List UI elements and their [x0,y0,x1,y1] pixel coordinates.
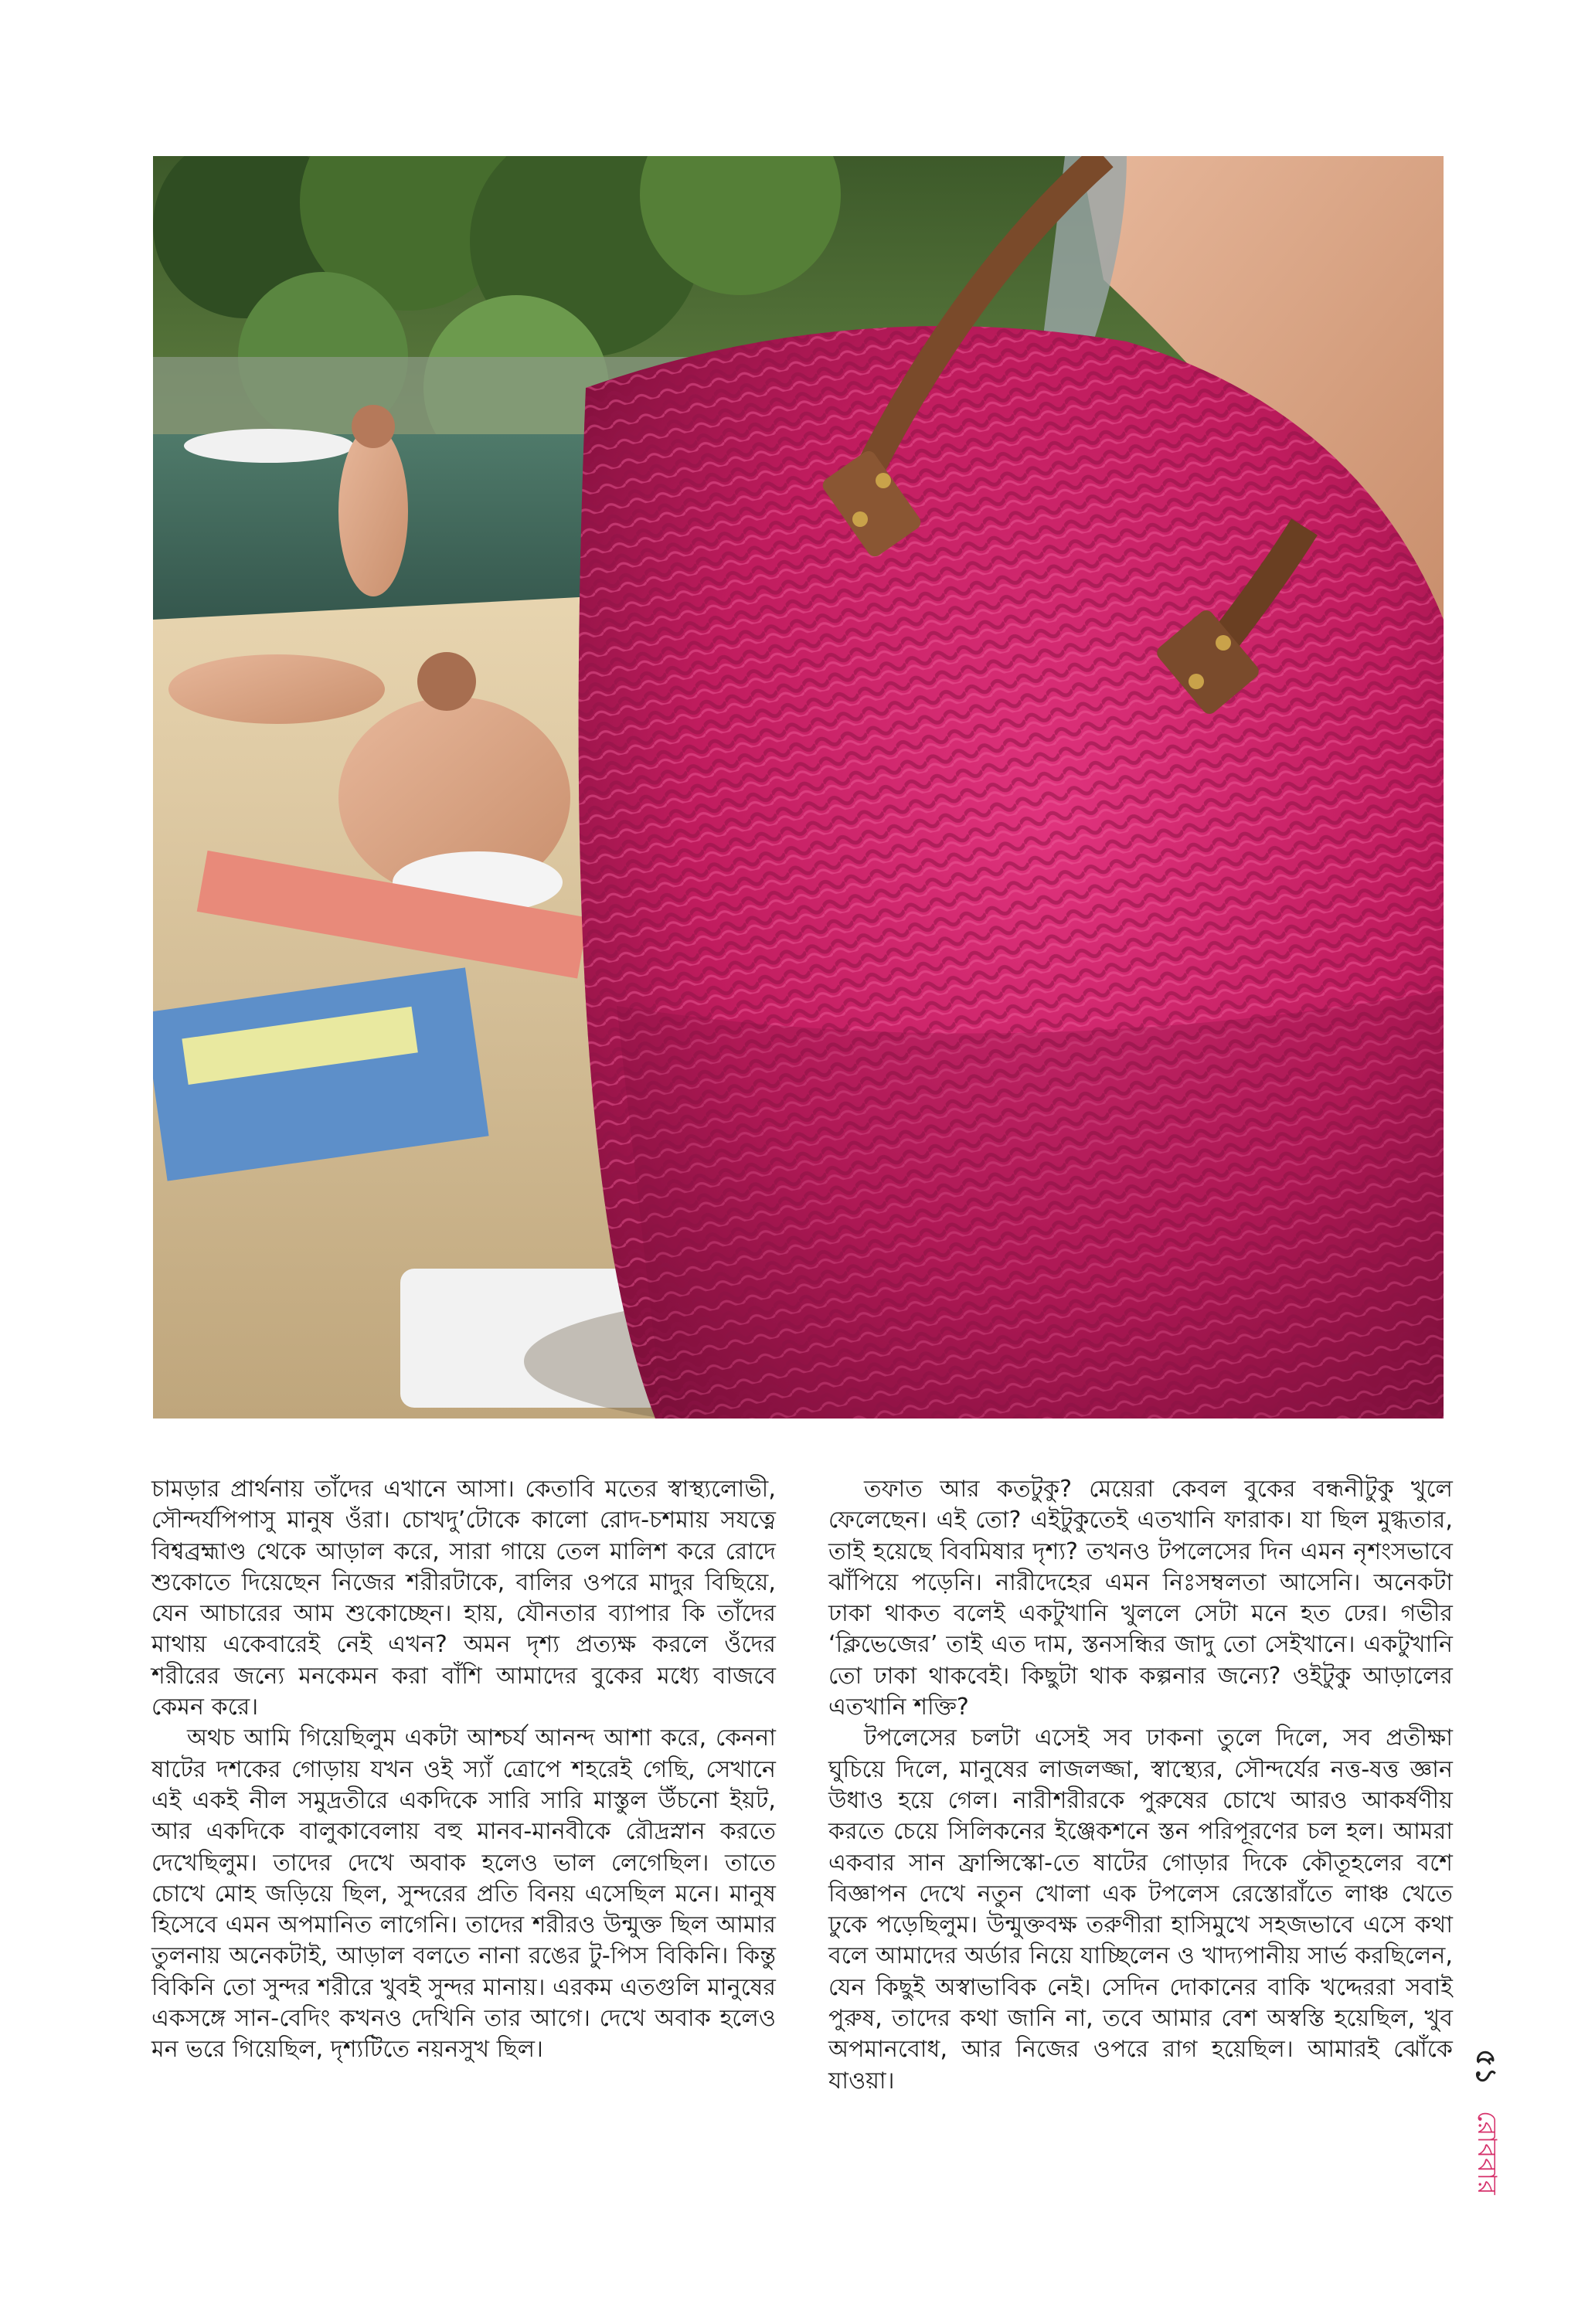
article-paragraph: তফাত আর কতটুকু? মেয়েরা কেবল বুকের বন্ধনীটুকু খুলে ফেলেছেন। এই তো? এইটুকুতেই এতখানি ফারাক। যা ছিল মুগ্ধতার, তাই হয়েছে বিবমিষার দৃশ্য? তখনও টপলেসের দিন এমন নৃশংসভাবে ঝাঁপিয়ে পড়েনি। নারীদেহের এমন নিঃসম্বলতা আসেনি। অনেকটা ঢাকা থাকত বলেই একটুখানি খুললে সেটা মনে হত ঢের। গভীর ‘ক্লিভেজের’ তাই এত দাম, স্তনসন্ধির জাদু তো সেইখানে। একটুখানি তো ঢাকা থাকবেই। কিছুটা থাক কল্পনার জন্যে? ওইটুকু আড়ালের এতখানি শক্তি? [828,1476,1453,1721]
article-paragraph: চামড়ার প্রার্থনায় তাঁদের এখানে আসা। কেতাবি মতের স্বাস্থ্যলোভী, সৌন্দর্যপিপাসু মানুষ ওঁরা। চোখদু’টোকে কালো রোদ-চশমায় সযত্নে বিশ্বব্রহ্মাণ্ড থেকে আড়াল করে, সারা গায়ে তেল মালিশ করে রোদে শুকোতে দিয়েছেন নিজের শরীরটাকে, বালির ওপরে মাদুর বিছিয়ে, যেন আচারের আম শুকোচ্ছেন। হায়, যৌনতার ব্যাপার কি তাঁদের মাথায় একেবারেই নেই এখন? অমন দৃশ্য প্রত্যক্ষ করলে ওঁদের শরীরের জন্যে মনকেমন করা বাঁশি আমাদের বুকের মধ্যে বাজবে কেমন করে। [151,1476,776,1721]
article-paragraph: অথচ আমি গিয়েছিলুম একটা আশ্চর্য আনন্দ আশা করে, কেননা ষাটের দশকের গোড়ায় যখন ওই স্যাঁ ত্রোপে শহরেই গেছি, সেখানে এই একই নীল সমুদ্রতীরে একদিকে সারি সারি মাস্তুল উঁচনো ইয়ট, আর একদিকে বালুকাবেলায় বহু মানব-মানবীকে রৌদ্রস্নান করতে দেখেছিলুম। তাদের দেখে অবাক হলেও ভাল লেগেছিল। তাতে চোখে মোহ জড়িয়ে ছিল, সুন্দরের প্রতি বিনয় এসেছিল মনে। মানুষ হিসেবে এমন অপমানিত লাগেনি। তাদের শরীরও উন্মুক্ত ছিল আমার তুলনায় অনেকটাই, আড়াল বলতে নানা রঙের টু-পিস বিকিনি। কিন্তু বিকিনি তো সুন্দর শরীরে খুবই সুন্দর মানায়। এরকম এতগুলি মানুষের একসঙ্গে সান-বেদিং কখনও দেখিনি তার আগে। দেখে অবাক হলেও মন ভরে গিয়েছিল, দৃশ্যটিতে নয়নসুখ ছিল। [151,1724,776,2064]
beach-handbag-photo-icon [153,156,1444,1419]
article-photo [153,156,1444,1419]
article-paragraph: টপলেসের চলটা এসেই সব ঢাকনা তুলে দিলে, সব প্রতীক্ষা ঘুচিয়ে দিলে, মানুষের লাজলজ্জা, স্বাস্থ্যের, সৌন্দর্যের নত্ত-ষত্ত জ্ঞান উধাও হয়ে গেল। নারীশরীরকে পুরুষের চোখে আরও আকর্ষণীয় করতে চেয়ে সিলিকনের ইঞ্জেকশনে স্তন পরিপূরণের চল হল। আমরা একবার সান ফ্রান্সিস্কো-তে ষাটের গোড়ার দিকে কৌতূহলের বশে বিজ্ঞাপন দেখে নতুন খোলা এক টপলেস রেস্তোরাঁতে লাঞ্চ খেতে ঢুকে পড়েছিলুম। উন্মুক্তবক্ষ তরুণীরা হাসিমুখে সহজভাবে এসে কথা বলে আমাদের অর্ডার নিয়ে যাচ্ছিলেন ও খাদ্যপানীয় সার্ভ করছিলেন, যেন কিছুই অস্বাভাবিক নেই। সেদিন দোকানের বাকি খদ্দেররা সবাই পুরুষ, তাদের কথা জানি না, তবে আমার বেশ অস্বস্তি হয়েছিল, খুব অপমানবোধ, আর নিজের ওপরে রাগ হয়েছিল। আমারই ঝোঁকে যাওয়া। [828,1724,1453,2095]
article-right-column [828,1474,1453,2097]
page-number: ৫১ [1470,2049,1501,2085]
article-left-column [151,1474,776,2066]
magazine-name: রোববার [1471,2111,1502,2195]
page-folio [1467,2049,1513,2219]
